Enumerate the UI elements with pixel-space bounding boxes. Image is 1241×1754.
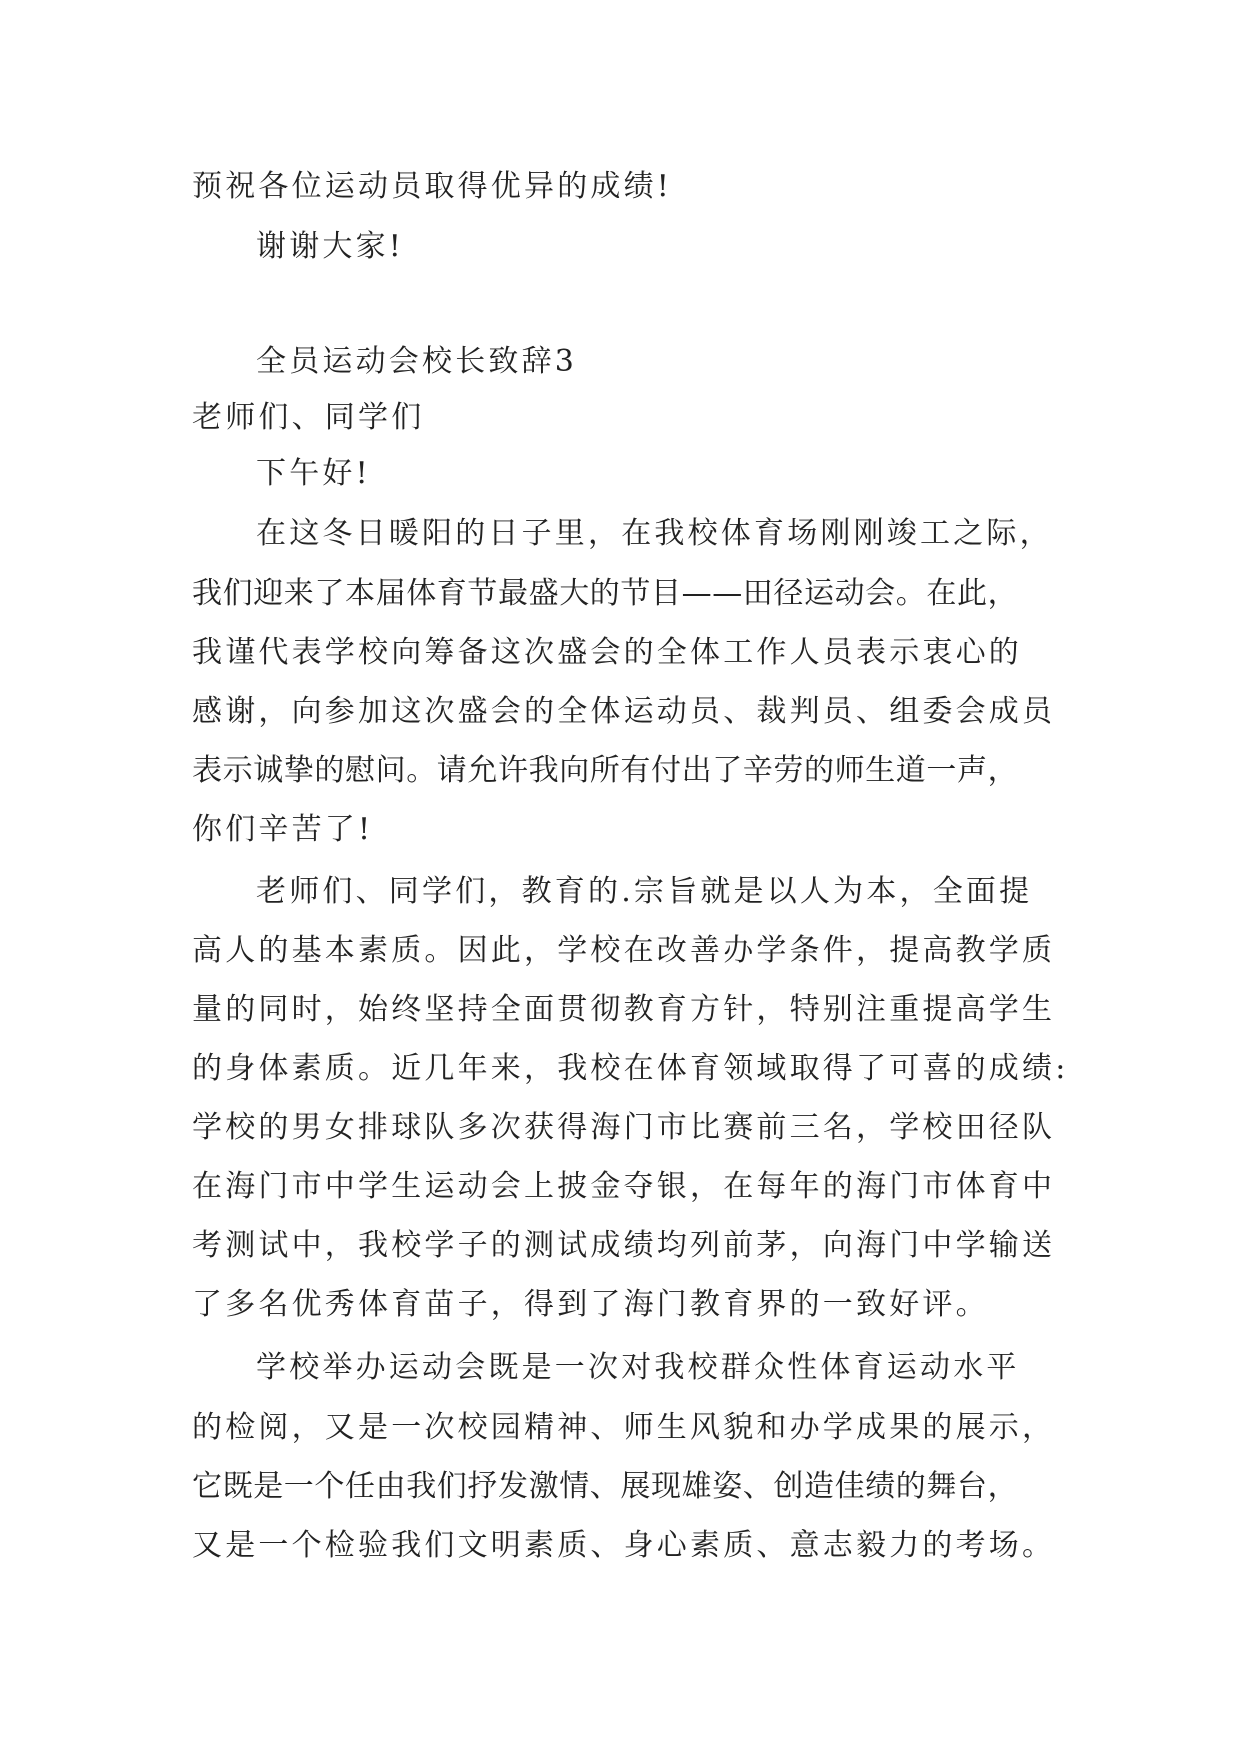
paragraph-2-line: 学校的男女排球队多次获得海门市比赛前三名，学校田径队	[192, 1110, 1056, 1145]
paragraph-1-line: 你们辛苦了!	[192, 812, 374, 847]
paragraph-3-line: 又是一个检验我们文明素质、身心素质、意志毅力的考场。	[192, 1528, 1056, 1563]
greeting: 下午好!	[256, 456, 371, 491]
paragraph-1-line: 表示诚挚的慰问。请允许我向所有付出了辛劳的师生道一声，	[192, 753, 1019, 788]
previous-speech-tail: 预祝各位运动员取得优异的成绩!	[192, 169, 673, 204]
paragraph-2-line: 量的同时，始终坚持全面贯彻教育方针，特别注重提高学生	[192, 992, 1056, 1027]
paragraph-1-line: 感谢，向参加这次盛会的全体运动员、裁判员、组委会成员	[192, 694, 1056, 729]
paragraph-2-line: 在海门市中学生运动会上披金夺银，在每年的海门市体育中	[192, 1169, 1056, 1204]
paragraph-2-line: 老师们、同学们，教育的.宗旨就是以人为本，全面提	[256, 874, 1033, 909]
paragraph-2-line: 高人的基本素质。因此，学校在改善办学条件，提高教学质	[192, 933, 1056, 968]
salutation: 老师们、同学们	[192, 400, 425, 435]
paragraph-3-line: 的检阅，又是一次校园精神、师生风貌和办学成果的展示，	[192, 1410, 1056, 1445]
paragraph-2-line: 考测试中，我校学子的测试成绩均列前茅，向海门中学输送	[192, 1228, 1056, 1263]
paragraph-1-line: 在这冬日暖阳的日子里，在我校体育场刚刚竣工之际，	[256, 516, 1053, 551]
previous-speech-closing: 谢谢大家!	[256, 229, 405, 264]
section-title: 全员运动会校长致辞3	[256, 344, 578, 379]
paragraph-2-line: 的身体素质。近几年来，我校在体育领域取得了可喜的成绩:	[192, 1051, 1069, 1086]
paragraph-2-line: 了多名优秀体育苗子，得到了海门教育界的一致好评。	[192, 1287, 989, 1322]
paragraph-1-line: 我们迎来了本届体育节最盛大的节目——田径运动会。在此，	[192, 576, 1019, 611]
paragraph-3-line: 它既是一个任由我们抒发激情、展现雄姿、创造佳绩的舞台，	[192, 1469, 1019, 1504]
paragraph-3-line: 学校举办运动会既是一次对我校群众性体育运动水平	[256, 1350, 1020, 1385]
paragraph-1-line: 我谨代表学校向筹备这次盛会的全体工作人员表示衷心的	[192, 635, 1022, 670]
